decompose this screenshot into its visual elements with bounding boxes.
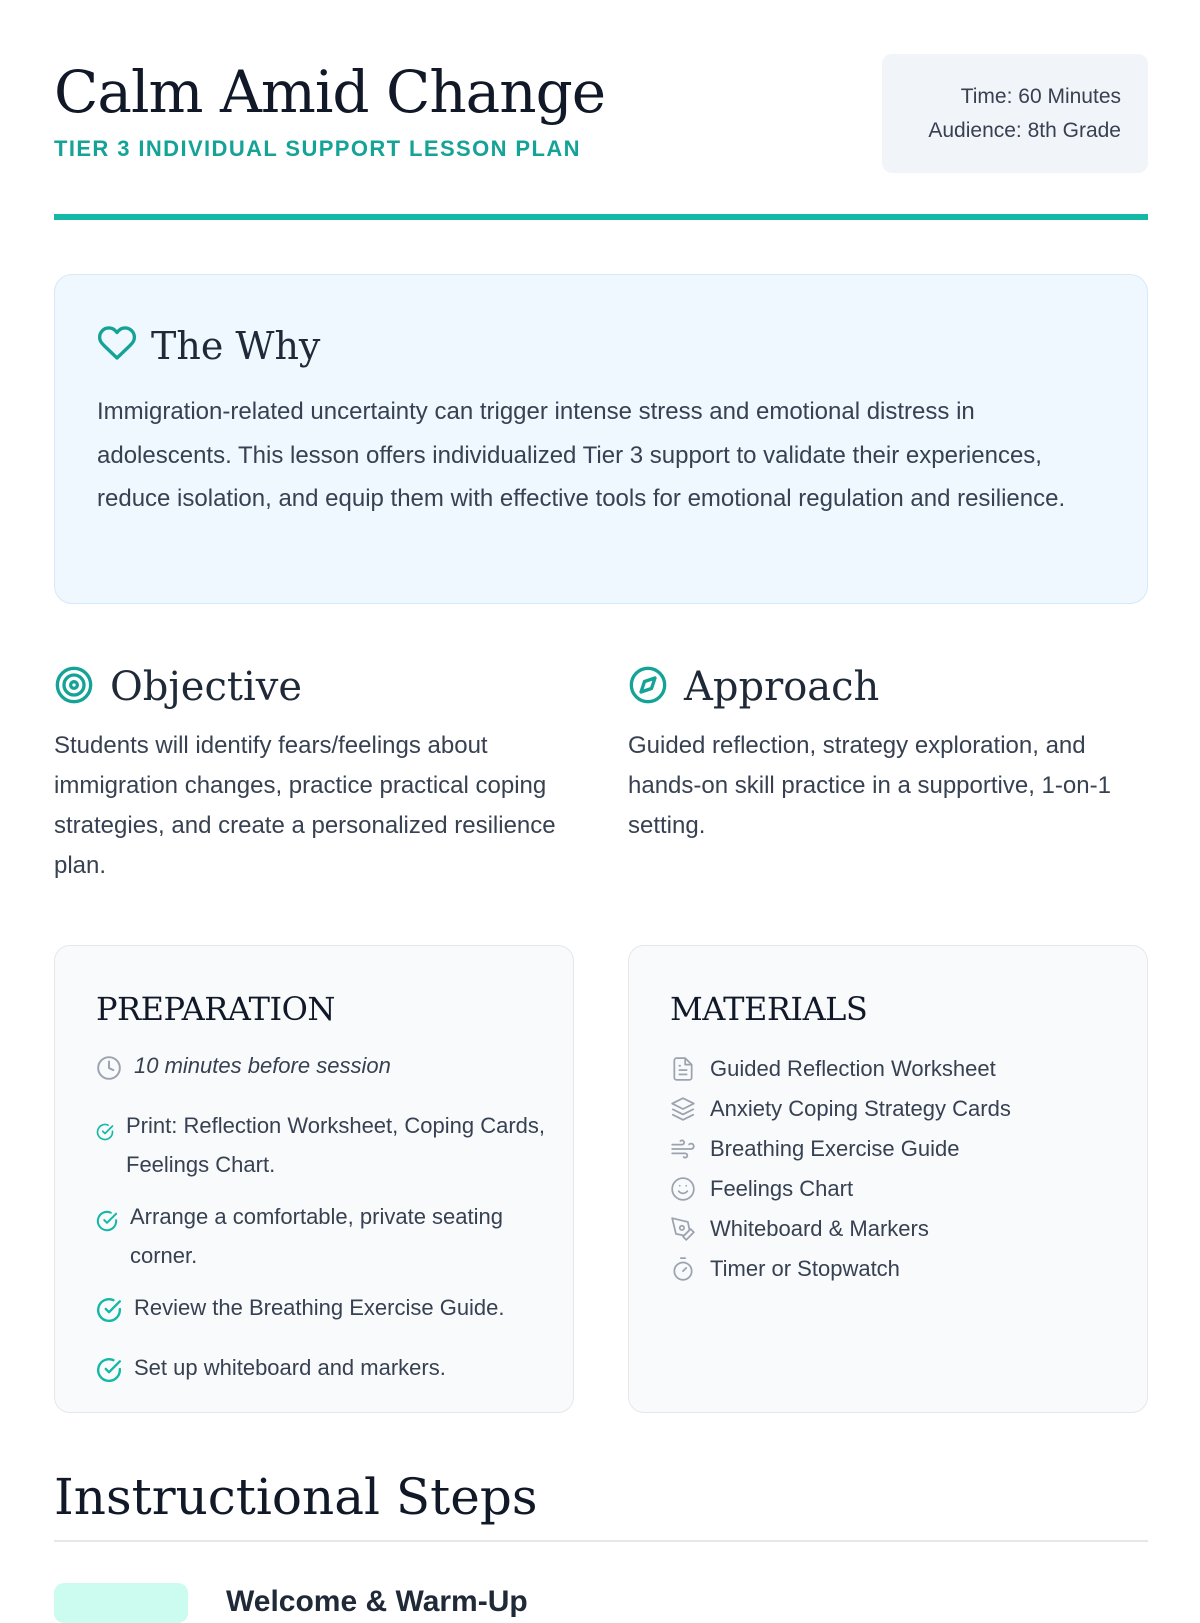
header-divider [54, 214, 1148, 220]
pen-icon [670, 1216, 696, 1242]
materials-item-text: Breathing Exercise Guide [710, 1136, 960, 1161]
approach-body: Guided reflection, strategy exploration, and hands-on skill practice in a supportive, 1-on-1 setting. [628, 732, 1111, 839]
materials-item-text: Timer or Stopwatch [710, 1256, 900, 1281]
list-item [670, 1049, 1110, 1089]
lesson-meta-box [882, 54, 1148, 173]
objective-section [54, 660, 574, 886]
preparation-time-note [96, 1046, 546, 1093]
page-subtitle: TIER 3 INDIVIDUAL SUPPORT LESSON PLAN [54, 136, 581, 161]
clock-icon [96, 1054, 122, 1093]
materials-list [670, 1049, 1110, 1289]
materials-item-text: Feelings Chart [710, 1176, 854, 1201]
materials-heading: MATERIALS [670, 990, 868, 1028]
why-heading: The Why [151, 323, 321, 368]
steps-heading: Instructional Steps [54, 1468, 538, 1526]
list-item [670, 1209, 1110, 1249]
list-item [96, 1197, 546, 1275]
list-item [670, 1129, 1110, 1169]
preparation-item-text: Print: Reflection Worksheet, Coping Cards, Feelings Chart. [126, 1113, 545, 1177]
objective-body: Students will identify fears/feelings about immigration changes, practice practical coping strategies, and create a personalized resilience plan. [54, 732, 556, 879]
preparation-time-text: 10 minutes before session [134, 1053, 391, 1078]
preparation-heading: PREPARATION [96, 990, 335, 1028]
why-section [54, 274, 1148, 604]
list-item [96, 1288, 546, 1335]
materials-item-text: Anxiety Coping Strategy Cards [710, 1096, 1011, 1121]
approach-section [628, 660, 1148, 846]
check-circle-icon [96, 1205, 118, 1244]
preparation-item-text: Arrange a comfortable, private seating corner. [130, 1204, 503, 1268]
page-header [54, 54, 1148, 220]
lesson-time: Time: 60 Minutes [960, 85, 1121, 108]
step-badge [54, 1583, 188, 1623]
list-item [670, 1249, 1110, 1289]
preparation-item-text: Review the Breathing Exercise Guide. [134, 1295, 505, 1320]
page-title: Calm Amid Change [54, 58, 606, 126]
layers-icon [670, 1096, 696, 1122]
timer-icon [670, 1256, 696, 1282]
list-item [96, 1348, 546, 1395]
list-item [670, 1089, 1110, 1129]
lesson-audience: Audience: 8th Grade [928, 119, 1121, 142]
why-body: Immigration-related uncertainty can trigger intense stress and emotional distress in adolescents. This lesson offers individualized Tier 3 support to validate their experiences, reduce isolation, and equip them with effective tools for emotional regulation and resilience. [97, 398, 1066, 512]
approach-heading: Approach [684, 664, 880, 710]
objective-heading: Objective [110, 664, 303, 710]
list-item [670, 1169, 1110, 1209]
list-item [96, 1106, 546, 1184]
preparation-item-text: Set up whiteboard and markers. [134, 1355, 446, 1380]
materials-card [628, 945, 1148, 1413]
preparation-card [54, 945, 574, 1413]
smile-icon [670, 1176, 696, 1202]
heart-icon [97, 323, 137, 368]
target-icon [54, 665, 94, 710]
step-title: Welcome & Warm-Up [226, 1585, 528, 1618]
check-circle-icon [96, 1296, 122, 1335]
preparation-list [96, 1046, 546, 1408]
check-circle-icon [96, 1114, 114, 1153]
materials-item-text: Whiteboard & Markers [710, 1216, 929, 1241]
compass-icon [628, 665, 668, 710]
steps-divider [54, 1540, 1148, 1542]
wind-icon [670, 1136, 696, 1162]
document-icon [670, 1056, 696, 1082]
materials-item-text: Guided Reflection Worksheet [710, 1056, 996, 1081]
check-circle-icon [96, 1356, 122, 1395]
